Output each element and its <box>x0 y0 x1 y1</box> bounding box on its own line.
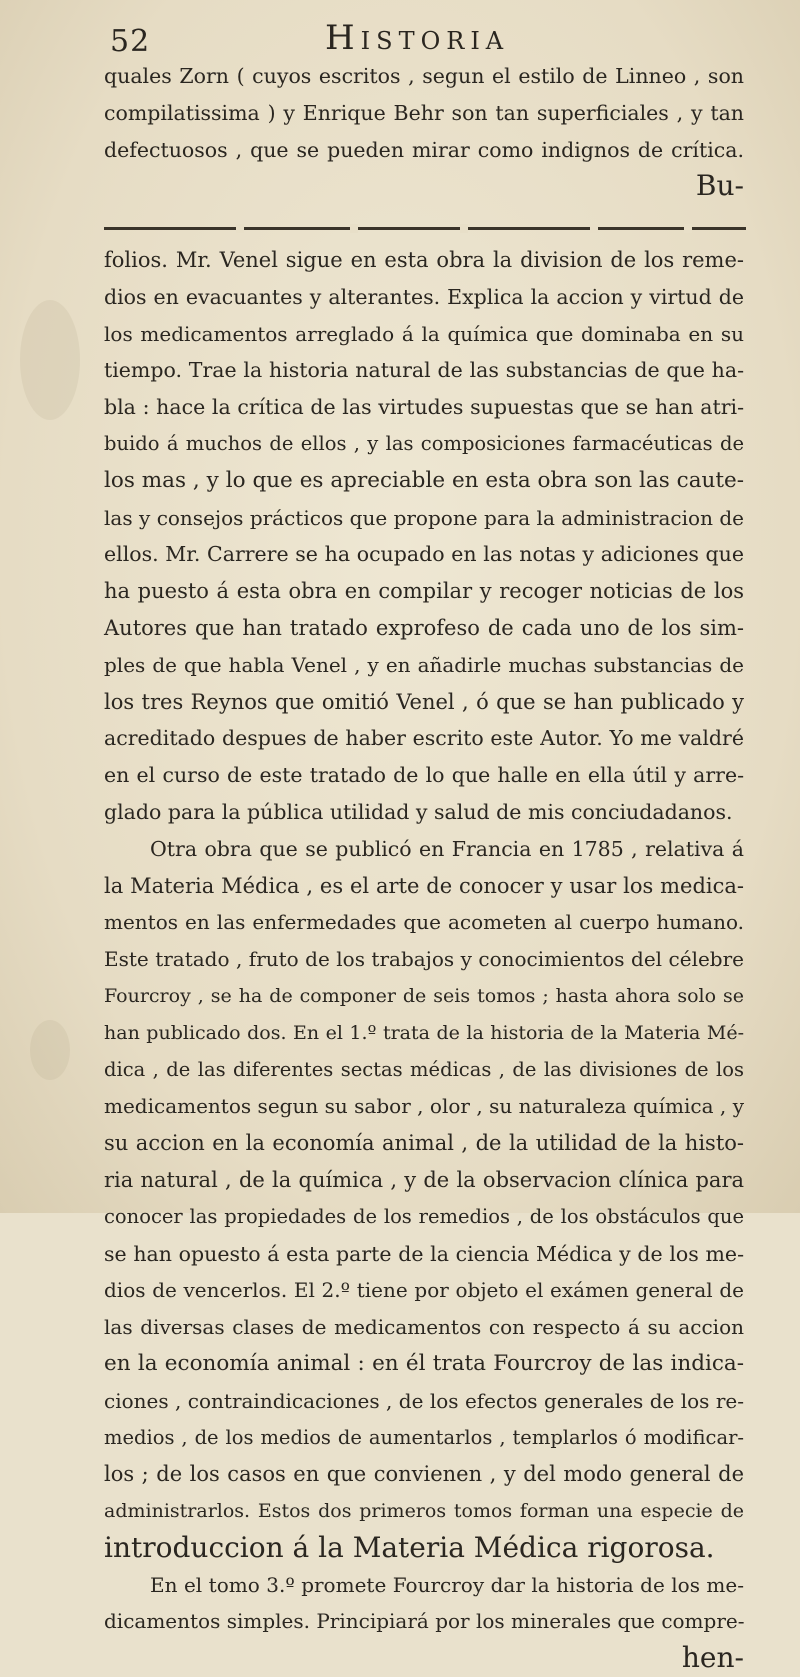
text-line: dicamentos simples. Principiará por los minerales que compre- <box>104 1609 745 1634</box>
text-line: folios. Mr. Venel sigue en esta obra la division de los reme- <box>104 248 744 272</box>
text-line: compilatissima ) y Enrique Behr son tan superficiales , y tan <box>104 100 744 125</box>
text-line: los medicamentos arreglado á la química que dominaba en su <box>104 321 744 346</box>
text-line: ha puesto á esta obra en compilar y recoger noticias de los <box>104 579 744 604</box>
text-line: dios en evacuantes y alterantes. Explica la accion y virtud de <box>104 284 744 309</box>
page-header <box>110 18 750 62</box>
text-line: ria natural , de la química , y de la observacion clínica para <box>104 1167 744 1192</box>
paper-stain <box>20 300 80 420</box>
text-line: las diversas clases de medicamentos con respecto á su accion <box>104 1315 744 1340</box>
text-line: su accion en la economía animal , de la utilidad de la histo- <box>104 1131 744 1156</box>
text-line: las y consejos prácticos que propone para la administracion de <box>104 505 744 530</box>
text-block-top <box>104 58 744 205</box>
text-line: los ; de los casos en que convienen , y del modo general de <box>104 1462 744 1487</box>
text-line: se han opuesto á esta parte de la ciencia Médica y de los me- <box>104 1241 744 1266</box>
text-line: conocer las propiedades de los remedios , de los obstáculos que <box>104 1204 744 1228</box>
text-line: acreditado despues de haber escrito este Autor. Yo me valdré <box>104 726 744 751</box>
running-title: Historia <box>325 18 510 58</box>
text-line: ciones , contraindicaciones , de los efectos generales de los re- <box>104 1388 744 1413</box>
text-line: los mas , y lo que es apreciable en esta obra son las caute- <box>104 467 744 493</box>
text-line: Otra obra que se publicó en Francia en 1785 , relativa á <box>150 836 744 861</box>
text-line: Autores que han tratado exprofeso de cada uno de los sim- <box>104 615 744 640</box>
text-line: defectuosos , que se pueden mirar como indignos de crítica. <box>104 137 744 162</box>
text-block-main <box>104 242 744 1677</box>
rule-gap <box>350 224 358 233</box>
text-line: han publicado dos. En el 1.º trata de la historia de la Materia Mé- <box>104 1021 744 1044</box>
text-line: en el curso de este tratado de lo que halle en ella útil y arre- <box>104 763 744 788</box>
text-line: administrarlos. Estos dos primeros tomos forman una especie de <box>104 1500 744 1523</box>
text-line: la Materia Médica , es el arte de conocer y usar los medica- <box>104 873 744 898</box>
text-line: En el tomo 3.º promete Fourcroy dar la historia de los me- <box>150 1572 744 1597</box>
text-line: glado para la pública utilidad y salud de mis conciudadanos. <box>104 799 733 824</box>
text-line: dica , de las diferentes sectas médicas , de las divisiones de los <box>104 1057 744 1081</box>
text-line: tiempo. Trae la historia natural de las substancias de que ha- <box>104 358 744 383</box>
text-line: introduccion á la Materia Médica rigorosa. <box>104 1530 715 1564</box>
paper-stain <box>30 1020 70 1080</box>
text-line: ellos. Mr. Carrere se ha ocupado en las notas y adiciones que <box>104 542 744 567</box>
text-line: mentos en las enfermedades que acometen al cuerpo humano. <box>104 910 744 935</box>
section-rule <box>104 227 746 230</box>
text-line: en la economía animal : en él trata Fourcroy de las indica- <box>104 1350 744 1376</box>
text-line: ples de que habla Venel , y en añadirle muchas substancias de <box>104 652 744 677</box>
text-line: bla : hace la crítica de las virtudes supuestas que se han atri- <box>104 395 744 420</box>
text-line: dios de vencerlos. El 2.º tiene por objeto el exámen general de <box>104 1278 744 1303</box>
catchword: Bu- <box>695 169 744 203</box>
rule-gap <box>684 224 692 233</box>
rule-gap <box>590 224 598 233</box>
text-line: medios , de los medios de aumentarlos , templarlos ó modificar- <box>104 1425 744 1449</box>
rule-gap <box>460 224 468 233</box>
text-line: buido á muchos de ellos , y las composiciones farmacéuticas de <box>104 431 744 455</box>
text-line: quales Zorn ( cuyos escritos , segun el estilo de Linneo , son <box>104 64 744 88</box>
text-line: medicamentos segun su sabor , olor , su naturaleza química , y <box>104 1094 744 1119</box>
text-line: Este tratado , fruto de los trabajos y conocimientos del célebre <box>104 947 744 972</box>
text-line: los tres Reynos que omitió Venel , ó que se han publicado y <box>104 689 744 714</box>
catchword: hen- <box>681 1641 744 1675</box>
page-number: 52 <box>110 24 151 59</box>
text-line: Fourcroy , se ha de componer de seis tomos ; hasta ahora solo se <box>104 984 744 1007</box>
rule-gap <box>236 224 244 233</box>
